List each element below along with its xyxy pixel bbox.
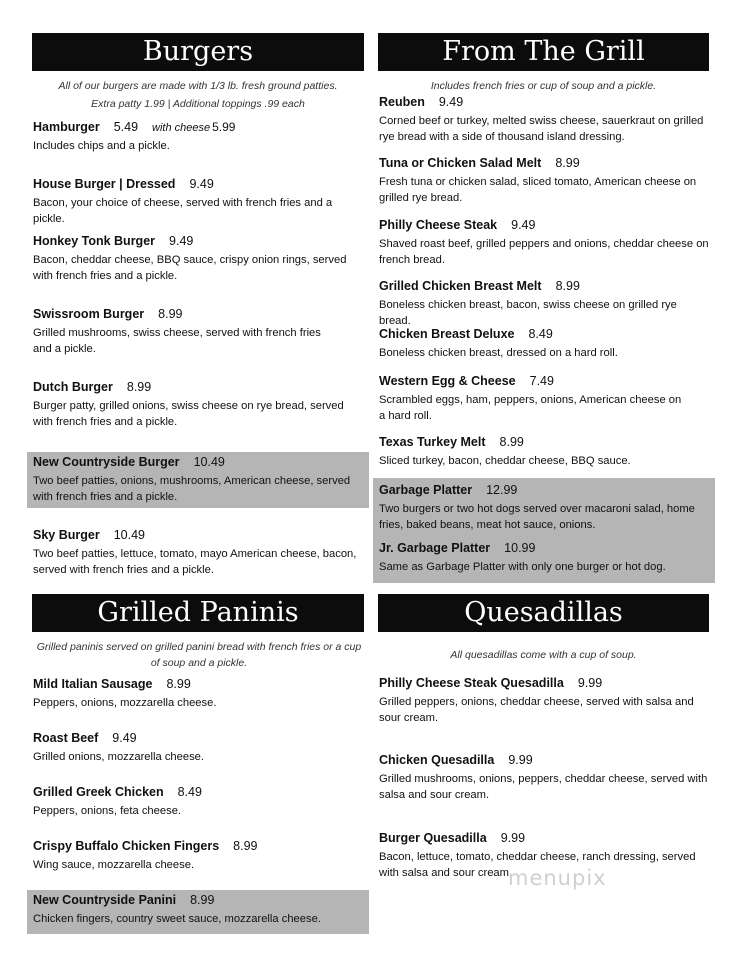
quesadillas-header: Quesadillas: [378, 594, 709, 632]
item-extra-price: 5.99: [212, 120, 236, 134]
item-name: Crispy Buffalo Chicken Fingers: [33, 839, 220, 853]
menu-item-philly-cheese-steak: [379, 218, 709, 268]
item-description: Shaved roast beef, grilled peppers and onions, cheddar cheese on french bread.: [379, 238, 709, 266]
item-price: 9.49: [169, 234, 194, 248]
paninis-intro: Grilled paninis served on grilled panini bread with french fries or a cup of soup and a pickle.: [36, 641, 362, 669]
item-price: 8.49: [177, 785, 202, 799]
menu-item-grilled-greek-chicken: [33, 785, 363, 819]
item-name: Mild Italian Sausage: [33, 677, 153, 691]
menu-item-sky-burger: [33, 528, 363, 578]
item-name: Burger Quesadilla: [379, 831, 487, 845]
item-price: 7.49: [529, 374, 554, 388]
menu-item-tuna-chicken-salad-melt: [379, 156, 699, 206]
item-description: Peppers, onions, mozzarella cheese.: [33, 697, 217, 709]
item-extra-label: with cheese: [152, 122, 211, 134]
item-description: Scrambled eggs, ham, peppers, onions, American cheese on a hard roll.: [379, 394, 682, 422]
item-description: Grilled onions, mozzarella cheese.: [33, 751, 205, 763]
menu-item-texas-turkey-melt: [379, 435, 711, 469]
item-description: Bacon, lettuce, tomato, cheddar cheese, ranch dressing, served with salsa and sour cream.: [379, 851, 696, 879]
item-name: Swissroom Burger: [33, 307, 145, 321]
item-price: 8.99: [158, 307, 183, 321]
item-price: 9.49: [189, 177, 214, 191]
item-name: Reuben: [379, 95, 425, 109]
item-description: Peppers, onions, feta cheese.: [33, 805, 182, 817]
menu-item-new-countryside-burger: [27, 452, 369, 508]
item-price: 5.49: [113, 120, 139, 134]
item-description: Bacon, your choice of cheese, served with french fries and a pickle.: [33, 197, 333, 225]
menu-item-swissroom-burger: [33, 307, 323, 357]
menu-item-chicken-quesadilla: [379, 753, 709, 803]
item-price: 8.99: [499, 435, 524, 449]
grill-intro: Includes french fries or cup of soup and a pickle.: [430, 80, 657, 92]
item-name: Chicken Breast Deluxe: [379, 327, 515, 341]
item-description: Two beef patties, onions, mushrooms, American cheese, served with french fries and a pickle.: [33, 475, 351, 503]
menu-item-chicken-breast-deluxe: [379, 327, 711, 361]
menu-item-grilled-chicken-breast-melt: [379, 279, 711, 329]
item-name: Roast Beef: [33, 731, 99, 745]
item-description: Same as Garbage Platter with only one burger or hot dog.: [379, 561, 666, 573]
item-description: Grilled peppers, onions, cheddar cheese, served with salsa and sour cream.: [379, 696, 694, 724]
item-price: 9.99: [508, 753, 533, 767]
item-price: 8.99: [555, 156, 580, 170]
menu-item-roast-beef: [33, 731, 363, 765]
item-name: New Countryside Panini: [33, 893, 177, 907]
menu-item-hamburger: [33, 120, 363, 154]
item-name: Hamburger: [33, 120, 100, 134]
burgers-intro-line1: All of our burgers are made with 1/3 lb. fresh ground patties.: [58, 80, 338, 92]
item-description: Two beef patties, lettuce, tomato, mayo American cheese, bacon, served with french fries and a pickle.: [33, 548, 357, 576]
item-name: Grilled Greek Chicken: [33, 785, 164, 799]
burgers-intro-line2: Extra patty 1.99 | Additional toppings .99 each: [91, 98, 305, 110]
menu-item-reuben: [379, 95, 711, 145]
item-description: Two burgers or two hot dogs served over macaroni salad, home fries, baked beans, meat hot sauce, onions.: [379, 503, 695, 531]
menu-item-honkey-tonk-burger: [33, 234, 363, 284]
item-name: Chicken Quesadilla: [379, 753, 495, 767]
item-name: Honkey Tonk Burger: [33, 234, 156, 248]
item-description: Corned beef or turkey, melted swiss cheese, sauerkraut on grilled rye bread with a side of thousand island dressing.: [379, 115, 704, 143]
item-price: 9.99: [577, 676, 603, 690]
menu-item-mild-italian-sausage: [33, 677, 363, 711]
grill-header: From The Grill: [378, 33, 709, 71]
item-price: 8.49: [528, 327, 553, 341]
item-name: Jr. Garbage Platter: [379, 541, 491, 555]
menu-item-new-countryside-panini: [27, 890, 369, 934]
item-price: 10.99: [504, 541, 536, 555]
item-description: Sliced turkey, bacon, cheddar cheese, BBQ sauce.: [379, 455, 631, 467]
paninis-header: Grilled Paninis: [32, 594, 364, 632]
item-price: 8.99: [190, 893, 215, 907]
item-price: 8.99: [126, 380, 152, 394]
item-price: 9.99: [500, 831, 526, 845]
item-description: Burger patty, grilled onions, swiss cheese on rye bread, served with french fries and a pickle.: [33, 400, 344, 428]
item-name: New Countryside Burger: [33, 455, 180, 469]
item-description: Fresh tuna or chicken salad, sliced tomato, American cheese on grilled rye bread.: [379, 176, 697, 204]
item-description: Includes chips and a pickle.: [33, 140, 170, 152]
menu-item-garbage-platter: [373, 478, 715, 583]
burgers-header: Burgers: [32, 33, 364, 71]
item-description: Grilled mushrooms, onions, peppers, cheddar cheese, served with salsa and sour cream.: [379, 773, 708, 801]
item-price: 10.49: [193, 455, 225, 469]
item-description: Boneless chicken breast, bacon, swiss cheese on grilled rye bread.: [379, 299, 677, 327]
item-price: 8.99: [166, 677, 191, 691]
item-price: 8.99: [555, 279, 580, 293]
item-name: Texas Turkey Melt: [379, 435, 486, 449]
menu-item-dutch-burger: [33, 380, 363, 430]
quesadillas-intro: All quesadillas come with a cup of soup.: [450, 649, 637, 661]
item-name: Philly Cheese Steak Quesadilla: [379, 676, 564, 690]
menu-item-philly-cheese-steak-quesadilla: [379, 676, 699, 726]
watermark-logo: menupix: [508, 866, 607, 890]
item-name: Philly Cheese Steak: [379, 218, 498, 232]
item-name: Grilled Chicken Breast Melt: [379, 279, 542, 293]
item-description: Boneless chicken breast, dressed on a hard roll.: [379, 347, 618, 359]
item-price: 9.49: [511, 218, 536, 232]
item-description: Wing sauce, mozzarella cheese.: [33, 859, 195, 871]
item-description: Grilled mushrooms, swiss cheese, served with french fries and a pickle.: [33, 327, 321, 355]
item-price: 9.49: [438, 95, 464, 109]
item-price: 10.49: [113, 528, 145, 542]
item-name: Tuna or Chicken Salad Melt: [379, 156, 542, 170]
item-price: 8.99: [233, 839, 258, 853]
item-name: Sky Burger: [33, 528, 100, 542]
item-name: Western Egg & Cheese: [379, 374, 516, 388]
item-name: Dutch Burger: [33, 380, 113, 394]
menu-item-crispy-buffalo-chicken-fingers: [33, 839, 363, 873]
item-name: Garbage Platter: [379, 483, 473, 497]
menu-item-western-egg-cheese: [379, 374, 689, 424]
burgers-intro: [32, 77, 364, 113]
menu-item-jr-garbage-platter: [373, 533, 713, 575]
item-price: 9.49: [112, 731, 137, 745]
item-description: Chicken fingers, country sweet sauce, mozzarella cheese.: [33, 913, 321, 925]
menu-item-house-burger: [33, 177, 363, 227]
item-price: 12.99: [486, 483, 518, 497]
item-description: Bacon, cheddar cheese, BBQ sauce, crispy onion rings, served with french fries and a pickle.: [33, 254, 347, 282]
item-name: House Burger | Dressed: [33, 177, 176, 191]
